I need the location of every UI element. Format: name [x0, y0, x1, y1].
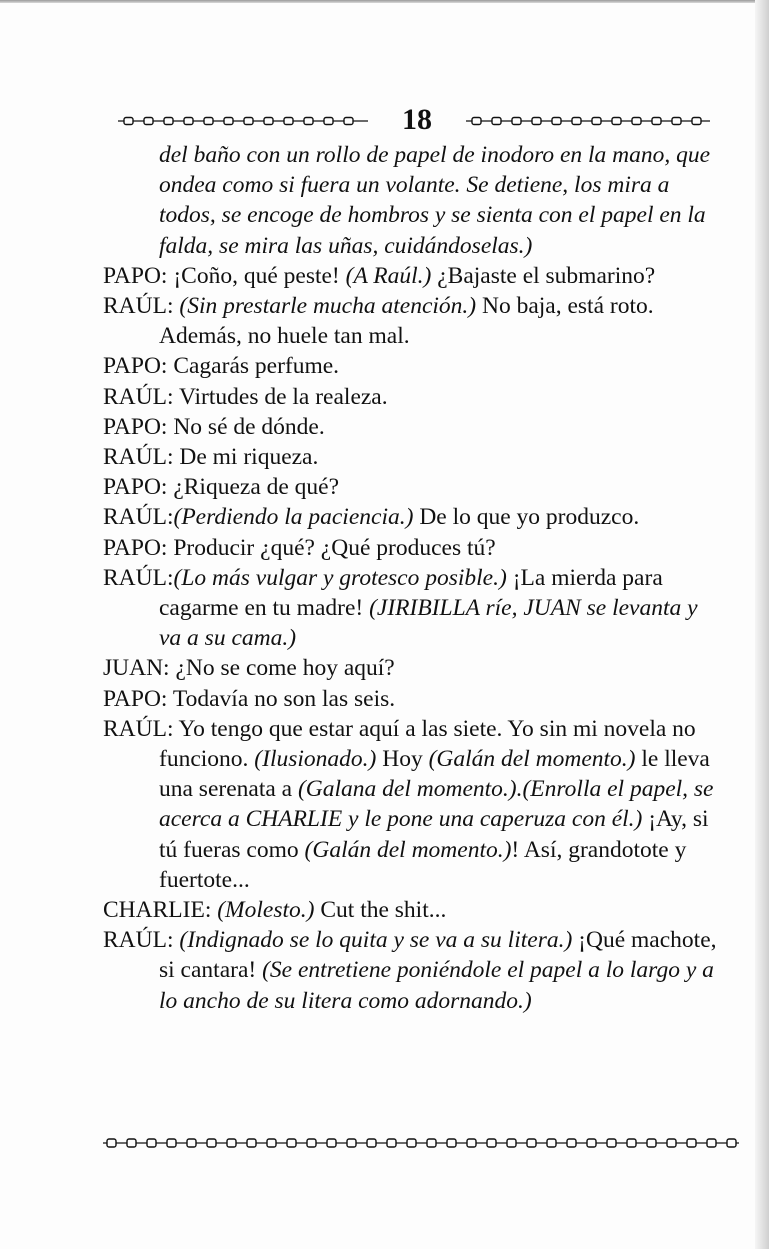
- footer-chain-ornament: [103, 1136, 739, 1148]
- dialogue-text: RAÚL: Yo tengo que estar aquí a las siete. Yo sin mi novela no funciono.: [103, 715, 696, 773]
- stage-direction: (Ilusionado.): [254, 746, 377, 773]
- dialogue-text: PAPO: Producir ¿qué? ¿Qué produces tú?: [103, 534, 496, 561]
- dialogue-line: [103, 714, 723, 895]
- dialogue-text: RAÚL:: [103, 927, 180, 954]
- page-number: 18: [402, 103, 432, 136]
- play-text: [103, 140, 723, 1016]
- stage-direction: (Perdiendo la paciencia.): [173, 504, 414, 531]
- dialogue-text: ¡La mierda para cagarme en tu madre!: [159, 564, 663, 622]
- stage-direction: (Se entretiene poniéndole el papel a lo largo y a lo ancho de su litera como adornando.): [159, 957, 714, 1014]
- dialogue-line: [103, 925, 723, 1016]
- chain-ornament-bottom: [103, 1137, 739, 1149]
- stage-direction: (Molesto.): [217, 897, 315, 924]
- dialogue-line: [103, 351, 723, 381]
- dialogue-text: Cut the shit...: [314, 897, 447, 924]
- stage-direction: (JIRIBILLA ríe, JUAN se levanta y va a su cama.): [159, 595, 698, 652]
- dialogue-text: No baja, está roto. Además, no huele tan mal.: [159, 293, 654, 350]
- dialogue-line: [103, 563, 723, 654]
- dialogue-text: ! Así, grandotote y fuertote...: [159, 836, 687, 893]
- dialogue-text: PAPO: ¿Riqueza de qué?: [103, 474, 340, 501]
- dialogue-line: [103, 533, 723, 563]
- dialogue-line: [103, 382, 723, 412]
- dialogue-line: [103, 472, 723, 502]
- stage-direction: (Galana del momento.).(Enrolla el papel, se acerca a CHARLIE y le pone una caperuza con él.): [159, 776, 714, 833]
- dialogue-text: RAÚL:: [103, 504, 174, 531]
- dialogue-line: [103, 412, 723, 442]
- chain-ornament-right: [466, 116, 710, 126]
- dialogue-line: [103, 502, 723, 532]
- dialogue-line: [103, 895, 723, 925]
- stage-direction: (Lo más vulgar y grotesco posible.): [173, 564, 507, 591]
- dialogue-text: ¿Bajaste el submarino?: [431, 262, 656, 289]
- dialogue-text: PAPO: No sé de dónde.: [103, 413, 325, 440]
- dialogue-text: RAÚL:: [103, 564, 174, 591]
- dialogue-text: JUAN: ¿No se come hoy aquí?: [103, 655, 395, 682]
- dialogue-text: De lo que yo produzco.: [413, 504, 640, 531]
- stage-direction: (Indignado se lo quita y se va a su litera.): [179, 927, 573, 954]
- dialogue-text: RAÚL: Virtudes de la realeza.: [103, 383, 388, 410]
- dialogue-line: [103, 291, 723, 351]
- page-header: [118, 100, 710, 140]
- dialogue-text: CHARLIE:: [103, 897, 218, 924]
- dialogue-text: PAPO: Todavía no son las seis.: [103, 685, 396, 712]
- stage-direction: (Galán del momento.): [304, 836, 512, 863]
- stage-direction-continuation: [103, 140, 723, 261]
- dialogue-text: ¡Ay, si tú fueras como: [159, 806, 709, 863]
- dialogue-line: [103, 653, 723, 683]
- page-top-edge: [0, 0, 769, 3]
- dialogue-text: le lleva una serenata a: [159, 746, 710, 803]
- dialogue-line: [103, 684, 723, 714]
- dialogue-text: PAPO: Cagarás perfume.: [103, 353, 340, 380]
- dialogue-text: Hoy: [376, 746, 429, 773]
- page-right-edge: [755, 0, 769, 1249]
- dialogue-line: [103, 442, 723, 472]
- stage-direction: (A Raúl.): [345, 262, 432, 289]
- chain-ornament-left: [118, 116, 368, 126]
- dialogue-text: RAÚL: De mi riqueza.: [103, 444, 319, 471]
- stage-direction: (Galán del momento.): [428, 746, 636, 773]
- dialogue-text: PAPO: ¡Coño, qué peste!: [103, 262, 346, 289]
- dialogue-line: [103, 261, 723, 291]
- stage-direction: del baño con un rollo de papel de inodoro en la mano, que ondea como si fuera un volante. Se detiene, los mira a todos, se encoge de hombros y se sienta con el papel en la falda, se mira las uñas, cuidándoselas.): [159, 142, 711, 259]
- dialogue-text: RAÚL:: [103, 293, 180, 320]
- stage-direction: (Sin prestarle mucha atención.): [179, 293, 477, 320]
- dialogue-text: ¡Qué machote, si cantara!: [159, 927, 717, 984]
